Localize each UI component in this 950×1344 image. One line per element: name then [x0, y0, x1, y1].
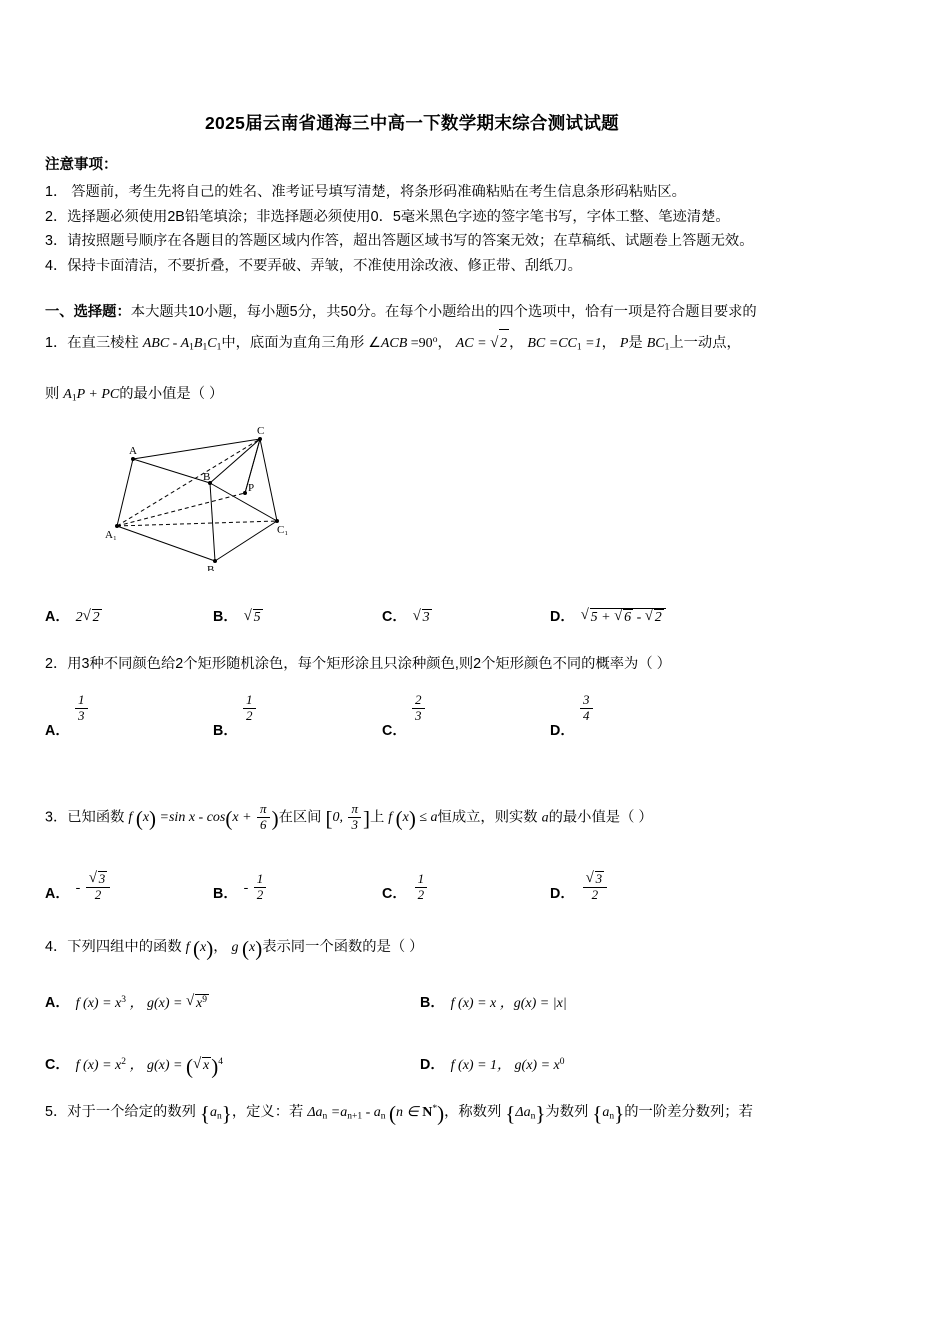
question-3-condition: f (x) ≤ a [388, 807, 438, 832]
option-c-label: C． [382, 886, 407, 903]
question-3-option-b[interactable] [213, 872, 268, 903]
question-4-option-d[interactable] [420, 1054, 564, 1074]
question-2-option-b[interactable] [213, 692, 253, 740]
question-5-definition: $\Delta a_n =a_{n+1} - a_n$ (n ∈ N*) [307, 1101, 445, 1126]
option-c-label: C． [382, 723, 407, 740]
figure-label-C: C [257, 424, 265, 437]
option-d-label: D． [550, 608, 575, 625]
question-1-text-7: 上一动点， [669, 334, 741, 351]
option-d-label: D． [550, 886, 575, 903]
question-1-ac: AC = √ 2 [456, 336, 509, 351]
question-4-f: f (x) [185, 936, 214, 961]
question-1-option-c[interactable] [382, 606, 432, 626]
question-3-interval: [0, $\frac{\pi}{3}$ ] [325, 801, 370, 833]
question-3-function: f (x) =sin x - cos(x + $\frac{\pi}{6}$ ) [128, 801, 279, 833]
figure-label-A: A [129, 444, 137, 457]
option-b-label: B． [213, 886, 238, 903]
question-1-text-6: 是 [628, 334, 643, 351]
question-5-dan: $\{\Delta a_n\}$ [505, 1101, 546, 1126]
question-4-option-c[interactable] [45, 1054, 223, 1079]
question-1-bc: BC $=CC_1 =1$ [527, 335, 602, 353]
question-1-text-8: 则 [45, 385, 60, 402]
question-2-option-a[interactable] [45, 692, 85, 740]
option-b-label: B． [213, 723, 238, 740]
question-1-text-5: ， [601, 334, 616, 351]
question-5-text-4: 为数列 [545, 1104, 589, 1121]
question-3-a: a [541, 810, 549, 826]
option-a-value: f $(x) = x^3$ ， g(x) = √ $x^9$ [76, 992, 209, 1012]
frac-num: 1 [75, 693, 88, 709]
question-4-options-row-1 [45, 962, 905, 1024]
option-d-value: √ 5 + √ 6 - √ 2 [581, 608, 666, 626]
notice-heading: 注意事项： [45, 157, 118, 173]
question-1-text-3: ， [437, 334, 452, 351]
figure-label-C1: C₁ [277, 523, 289, 536]
option-d-value: √ $\frac{3}{2}$ [581, 871, 610, 903]
frac-den: 3 [415, 708, 422, 724]
question-5-text-5: 的一阶差分数列；若 [624, 1104, 753, 1121]
page-title: 2025届云南省通海三中高一下数学期末综合测试试题 [205, 113, 619, 133]
option-d-label: D． [550, 723, 575, 740]
option-c-value: f $(x) = x^2$ ， g(x) = ( √ x)$^4$ [76, 1054, 223, 1074]
question-3-text-5: 的最小值是（ ） [548, 809, 653, 826]
question-4-text-1: 下列四组中的函数 [67, 939, 182, 956]
figure-label-P: P [248, 481, 255, 494]
option-b-label: B． [213, 608, 238, 625]
question-4-text-2: 表示同一个函数的是（ ） [262, 939, 424, 956]
question-5-number: 5． [45, 1104, 68, 1121]
question-3-number: 3． [45, 809, 68, 826]
notice-line-4: 4．保持卡面清洁，不要折叠，不要弄破、弄皱，不准使用涂改液、修正带、刮纸刀。 [45, 257, 582, 274]
question-4-g: g (x) [231, 936, 263, 961]
question-4-option-b[interactable] [420, 992, 567, 1012]
question-1-figure [105, 421, 905, 576]
question-2-option-d[interactable] [550, 692, 590, 740]
question-1-options [45, 582, 905, 626]
question-1-text-4: ， [509, 334, 524, 351]
option-c-label: C． [45, 1057, 70, 1074]
frac-num: 3 [580, 693, 593, 709]
section-label: 一、选择题： [45, 304, 131, 321]
option-c-value: $\frac{1}{2}$ [413, 872, 430, 903]
question-3-text-3: 上 [369, 809, 385, 826]
question-4 [45, 933, 905, 962]
question-1-number: 1． [45, 334, 68, 351]
question-2-options [45, 678, 905, 740]
question-1-option-a[interactable] [45, 606, 102, 626]
question-1-option-b[interactable] [213, 606, 263, 626]
question-4-number: 4． [45, 939, 68, 956]
question-5-an: $\{a_n\}$ [199, 1101, 232, 1126]
triangular-prism-diagram [105, 421, 335, 571]
option-a-label: A． [45, 995, 70, 1012]
question-1-expr: $A_1P$ + PC [63, 386, 120, 404]
question-3 [45, 802, 905, 833]
question-3-text-2: 在区间 [278, 809, 322, 826]
option-b-value: √ 5 [244, 609, 263, 626]
option-b-value: f (x) = x ，g(x) = |x| [450, 996, 567, 1012]
question-1-text-1: 在直三棱柱 [67, 334, 139, 351]
section-heading [45, 300, 905, 324]
figure-label-B: B [203, 470, 211, 483]
question-1-continued [45, 380, 905, 409]
option-d-label: D． [420, 1057, 445, 1074]
frac-den: 3 [78, 708, 85, 724]
option-c-value [412, 693, 425, 724]
question-3-option-a[interactable] [45, 871, 112, 903]
frac-den: 2 [246, 708, 253, 724]
notice-line-2: 2．选择题必须使用2B铅笔填涂；非选择题必须使用0．5毫米黑色字迹的签字笔书写，字体工整、笔迹清楚。 [45, 208, 730, 225]
question-4-option-a[interactable] [45, 992, 209, 1012]
question-2-number: 2． [45, 655, 68, 672]
option-b-value [243, 693, 256, 724]
question-5-an2: $\{a_n\}$ [592, 1101, 625, 1126]
option-d-value: f (x) = 1， $g(x) = x^0$ [450, 1056, 565, 1074]
question-2-text: 用3种不同颜色给2个矩形随机涂色，每个矩形涂且只涂种颜色,则2个矩形颜色不同的概率为（ ） [67, 655, 671, 672]
question-2-option-c[interactable] [382, 692, 422, 740]
option-a-label: A． [45, 723, 70, 740]
question-3-options [45, 833, 905, 911]
figure-label-B1: B₁ [207, 563, 219, 571]
option-b-label: B． [420, 995, 445, 1012]
question-5-text-3: ，称数列 [444, 1104, 502, 1121]
option-a-sign: - [75, 880, 81, 896]
question-1 [45, 329, 905, 358]
option-a-label: A． [45, 608, 70, 625]
option-a-value: 2 √ 2 [76, 609, 102, 626]
figure-label-A1: A₁ [105, 528, 117, 541]
option-b-sign: - [243, 880, 249, 896]
question-1-prism: ABC - $A_1B_1C_1$ [142, 335, 222, 353]
question-1-point-p: P [619, 335, 629, 351]
option-c-value: √ 3 [413, 609, 432, 626]
question-1-option-d[interactable] [550, 606, 666, 626]
question-5 [45, 1098, 905, 1127]
notice-line-1: 1． 答题前，考生先将自己的姓名、准考证号填写清楚，将条形码准确粘贴在考生信息条形码粘贴区。 [45, 184, 686, 200]
question-4-comma: ， [213, 939, 228, 956]
option-a-value: - √ $\frac{3}{2}$ [76, 871, 113, 903]
question-1-angle: ∠ACB $=90^o$ [368, 334, 438, 351]
notice-line-3: 3．请按照题号顺序在各题目的答题区域内作答，超出答题区域书写的答案无效；在草稿纸、试题卷上答题无效。 [45, 233, 754, 250]
section-text: 本大题共10小题，每小题5分，共50分。在每个小题给出的四个选项中，恰有一项是符合题目要求的 [130, 304, 757, 321]
question-5-text-1: 对于一个给定的数列 [67, 1104, 196, 1121]
question-5-text-2: ，定义：若 [231, 1104, 304, 1121]
option-a-label: A． [45, 886, 70, 903]
question-3-option-d[interactable] [550, 871, 609, 903]
option-d-value [580, 693, 593, 724]
question-4-options-row-2 [45, 1024, 905, 1086]
option-c-label: C． [382, 608, 407, 625]
question-1-text-9: 的最小值是（ ） [119, 385, 224, 402]
question-1-text-2: 中，底面为直角三角形 [221, 334, 365, 351]
question-2 [45, 650, 905, 679]
question-1-bc1: $BC_1$ [646, 335, 670, 353]
question-3-text-1: 已知函数 [67, 809, 125, 826]
frac-den: 4 [583, 708, 590, 724]
frac-num: 1 [243, 693, 256, 709]
question-3-option-c[interactable] [382, 872, 429, 903]
option-b-value: - $\frac{1}{2}$ [244, 872, 269, 903]
option-a-value [75, 693, 88, 724]
question-3-text-4: 恒成立，则实数 [437, 809, 538, 826]
frac-num: 2 [412, 693, 425, 709]
